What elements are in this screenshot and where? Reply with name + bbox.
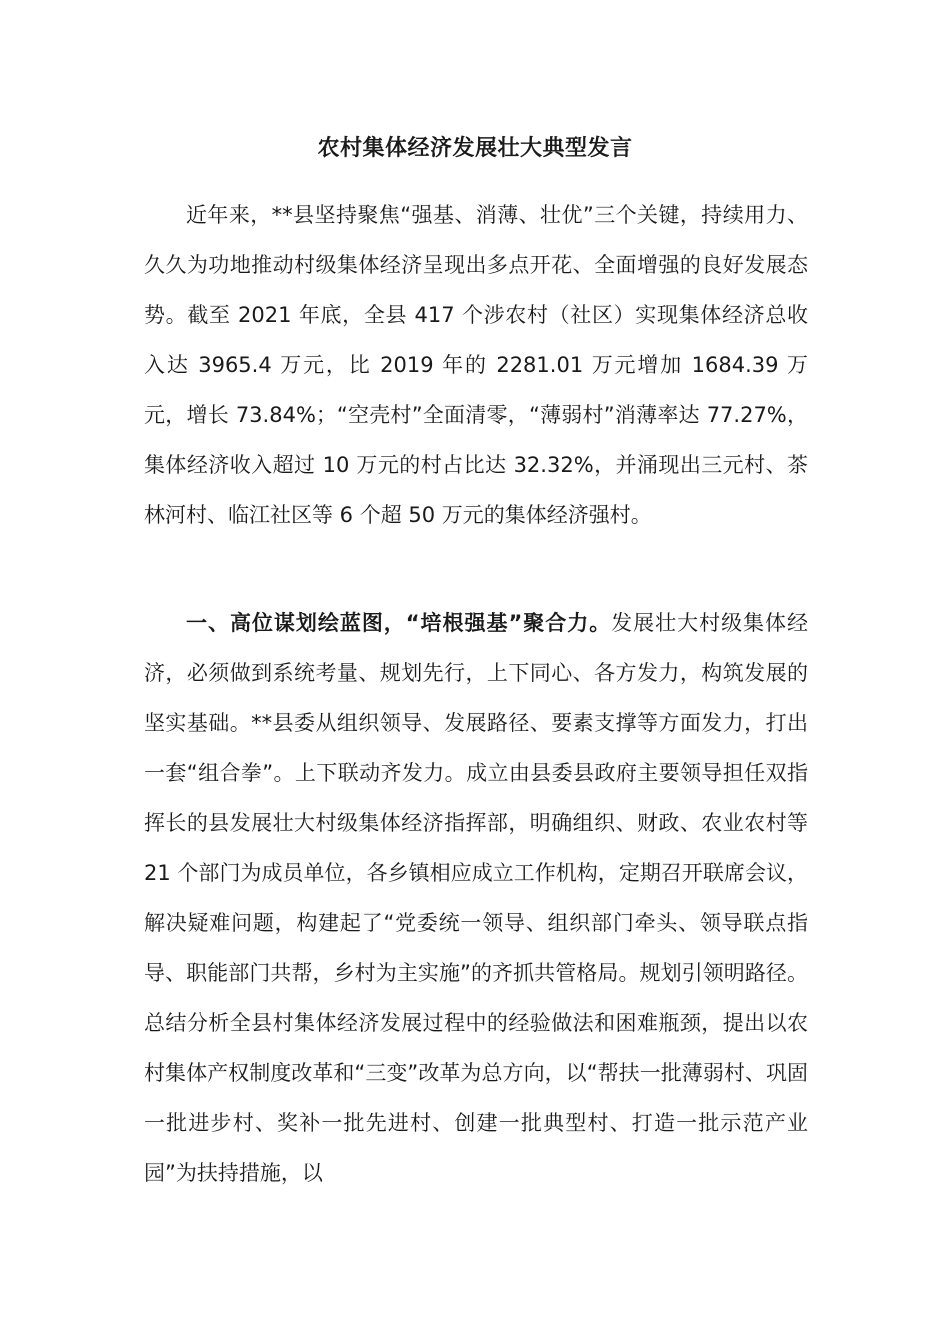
section-one-text: 发展壮大村级集体经济，必须做到系统考量、规划先行，上下同心、各方发力，构筑发展的坚实基础。**县委从组织领导、发展路径、要素支撑等方面发力，打出一套“组合拳”。上下联动齐发力。成立由县委县政府主要领导担任双指挥长的县发展壮大村级集体经济指挥部，明确组织、财政、农业农村等 21 个部门为成员单位，各乡镇相应成立工作机构，定期召开联席会议，解决疑难问题，构建起了“党委统一领导、组织部门牵头、领导联点指导、职能部门共帮，乡村为主实施”的齐抓共管格局。规划引领明路径。总结分析全县村集体经济发展过程中的经验做法和困难瓶颈，提出以农村集体产权制度改革和“三变”改革为总方向，以“帮扶一批薄弱村、巩固一批进步村、奖补一批先进村、创建一批典型村、打造一批示范产业园”为扶持措施，以 — [144, 611, 808, 1185]
section-one-heading: 一、高位谋划绘蓝图，“培根强基”聚合力。 — [186, 611, 612, 635]
paragraph-intro-text: 近年来，**县坚持聚焦“强基、消薄、壮优”三个关键，持续用力、久久为功地推动村级集体经济呈现出多点开花、全面增强的良好发展态势。截至 2021 年底，全县 417 个涉农村（社区）实现集体经济总收入达 3965.4 万元，比 2019 年的 2281.01 万元增加 1684.39 万元，增长 73.84%；“空壳村”全面清零，“薄弱村”消薄率达 77.27%，集体经济收入超过 10 万元的村占比达 32.32%，并涌现出三元村、茶林河村、临江社区等 6 个超 50 万元的集体经济强村。 — [144, 203, 808, 527]
document-title: 农村集体经济发展壮大典型发言 — [317, 136, 633, 161]
paragraph-intro — [144, 190, 808, 540]
paragraph-section-one — [144, 598, 808, 1198]
